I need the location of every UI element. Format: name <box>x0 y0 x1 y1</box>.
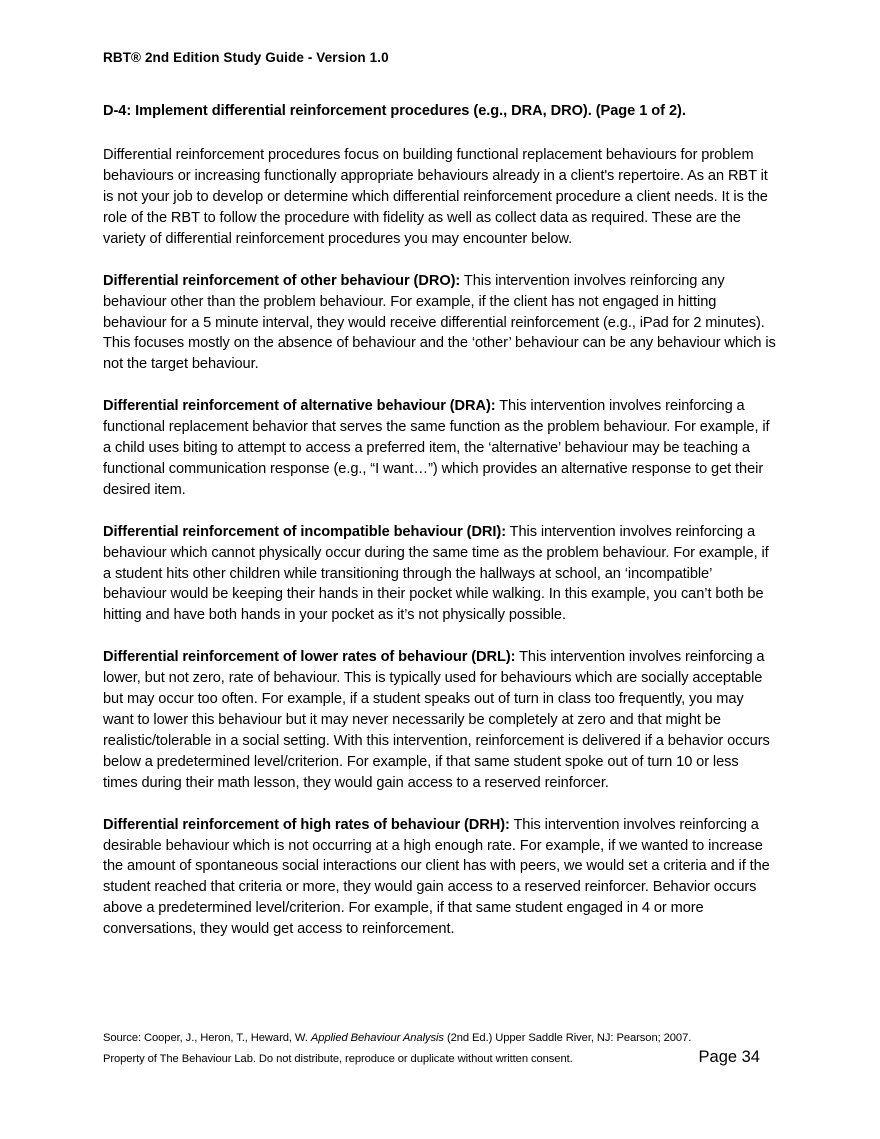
paragraph-lead: Differential reinforcement of alternative behaviour (DRA): <box>103 398 496 415</box>
paragraph-text: This intervention involves reinforcing a desirable behaviour which is not occurring at a high enough rate. For example, if we wanted to increase the amount of spontaneous social interactions our client has with peers, we would set a criteria and if the student reached that criteria or more, they would gain access to a reserved reinforcer. Behavior occurs above a predetermined level/criterion. For example, if that same student engaged in 4 or more conversations, they would get access to reinforcement. <box>103 816 770 938</box>
paragraph-lead: Differential reinforcement of lower rates of behaviour (DRL): <box>103 649 516 666</box>
paragraph-drl <box>103 647 777 793</box>
document-header: RBT® 2nd Edition Study Guide - Version 1.0 <box>103 50 389 65</box>
paragraph-dri <box>103 522 777 627</box>
page-number: Page 34 <box>698 1048 760 1066</box>
page-title: D-4: Implement differential reinforcement procedures (e.g., DRA, DRO). (Page 1 of 2). <box>103 103 686 119</box>
source-prefix: Source: Cooper, J., Heron, T., Heward, W. <box>103 1032 311 1044</box>
property-notice: Property of The Behaviour Lab. Do not distribute, reproduce or duplicate without written consent. <box>103 1053 573 1065</box>
source-title: Applied Behaviour Analysis <box>310 1032 444 1044</box>
paragraph-text: This intervention involves reinforcing a behaviour which cannot physically occur during the same time as the problem behaviour. For example, if a student hits other children while transitioning through the hallways at school, an ‘incompatible’ behaviour would be keeping their hands in their pocket while walking. In this example, you can’t both be hitting and have both hands in your pocket as it’s not physically possible. <box>103 523 769 624</box>
source-suffix: (2nd Ed.) Upper Saddle River, NJ: Pearson; 2007. <box>443 1032 692 1044</box>
paragraph-text: This intervention involves reinforcing any behaviour other than the problem behaviour. For example, if the client has not engaged in hitting behaviour for a 5 minute interval, they would receive differential reinforcement (e.g., iPad for 2 minutes). This focuses mostly on the absence of behaviour and the ‘other’ behaviour can be any behaviour which is not the target behaviour. <box>103 272 776 373</box>
footer-bottom-row <box>103 1048 777 1069</box>
source-citation <box>103 1029 777 1048</box>
paragraph-drh <box>103 815 777 940</box>
document-footer <box>103 1029 777 1069</box>
document-body <box>103 101 777 940</box>
paragraph-text: This intervention involves reinforcing a functional replacement behavior that serves the same function as the problem behaviour. For example, if a child uses biting to attempt to access a preferred item, the ‘alternative’ behaviour may be teaching a functional communication response (e.g., “I want…”) which provides an alternative response to get their desired item. <box>103 398 770 498</box>
paragraph-dro <box>103 271 777 376</box>
paragraph-lead: Differential reinforcement of high rates of behaviour (DRH): <box>103 816 510 833</box>
paragraph-text: Differential reinforcement procedures focus on building functional replacement behaviours for problem behaviours or increasing functionally appropriate behaviours already in a client's repertoire. As an RBT it is not your job to develop or determine which differential reinforcement procedure a client needs. It is the role of the RBT to follow the procedure with fidelity as well as collect data as required. These are the variety of differential reinforcement procedures you may encounter below. <box>103 147 768 247</box>
paragraph-lead: Differential reinforcement of other behaviour (DRO): <box>103 272 461 289</box>
paragraph-dra <box>103 396 777 501</box>
paragraph-intro <box>103 145 777 250</box>
paragraph-text: This intervention involves reinforcing a lower, but not zero, rate of behaviour. This is typically used for behaviours which are socially acceptable but may occur too often. For example, if a student speaks out of turn in class too frequently, you may want to lower this behaviour but it may never necessarily be completely at zero and that might be realistic/tolerable in a social setting. With this intervention, reinforcement is delivered if a behavior occurs below a predetermined level/criterion. For example, if that same student spoke out of turn 10 or less times during their math lesson, they would gain access to a reserved reinforcer. <box>103 649 770 791</box>
paragraph-lead: Differential reinforcement of incompatible behaviour (DRI): <box>103 523 507 540</box>
